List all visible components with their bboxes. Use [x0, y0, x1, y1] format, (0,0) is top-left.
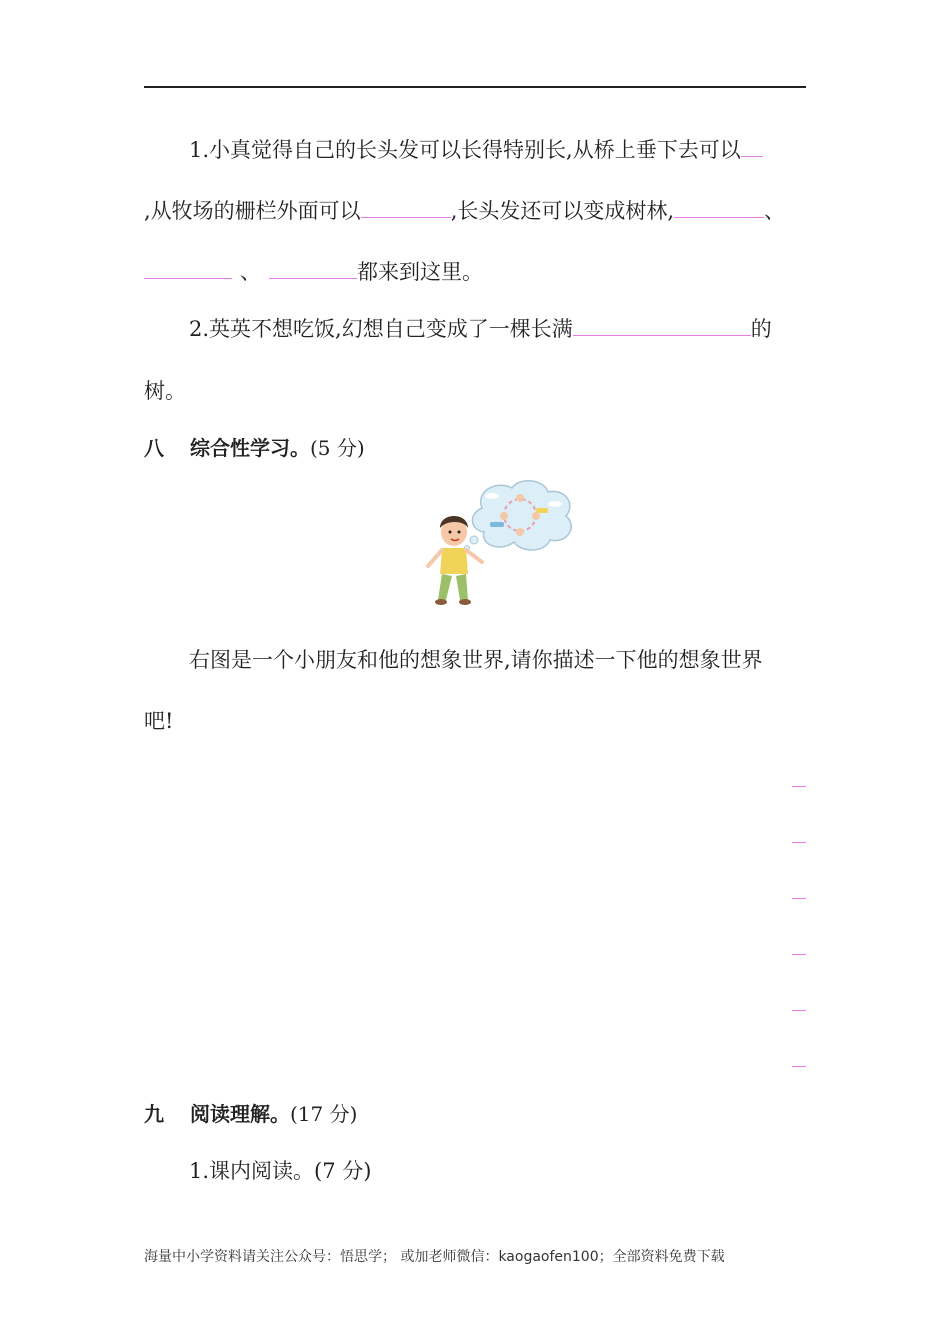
q2-line1: [189, 315, 772, 343]
q1-blank-4[interactable]: [144, 258, 232, 279]
section8-prompt-line1: [189, 646, 763, 674]
boy-imagining-illustration: [420, 478, 580, 608]
answer-line-3[interactable]: [792, 898, 806, 899]
section8-prompt-text-1: 右图是一个小朋友和他的想象世界,请你描述一下他的想象世界: [189, 648, 763, 672]
q1-text-4: 都来到这里。: [357, 260, 483, 284]
q2-text-1: 2.英英不想吃饭,幻想自己变成了一棵长满: [189, 317, 573, 341]
q1-text-2: ,从牧场的栅栏外面可以: [144, 199, 361, 223]
section8-prompt-line2: [144, 707, 173, 735]
q2-line2: [144, 377, 186, 405]
section9-title: 阅读理解。: [190, 1102, 290, 1126]
q1-blank-3[interactable]: [674, 197, 764, 218]
page-footer: 海量中小学资料请关注公众号：悟思学； 或加老师微信：kaogaofen100；全部资料免费下载: [144, 1249, 725, 1265]
section9-sub1-text: 1.课内阅读。(7 分): [189, 1159, 372, 1183]
answer-line-5[interactable]: [792, 1010, 806, 1011]
q1-sep-2: 、: [240, 260, 261, 284]
q1-blank-1[interactable]: [741, 136, 763, 157]
section8-title: 综合性学习。: [190, 436, 310, 460]
section8-number: 八: [144, 436, 164, 460]
section8-points: (5 分): [310, 436, 365, 460]
q1-text-3: ,长头发还可以变成树林,: [450, 199, 675, 223]
answer-line-2[interactable]: [792, 842, 806, 843]
section9-heading: [144, 1100, 357, 1128]
answer-line-4[interactable]: [792, 954, 806, 955]
q2-text-3: 树。: [144, 379, 186, 403]
q2-text-2: 的: [750, 317, 772, 341]
q1-blank-5[interactable]: [269, 258, 357, 279]
section9-sub1: [189, 1157, 371, 1185]
boy-figure: [428, 516, 482, 605]
q1-line1: [189, 136, 763, 164]
top-rule: [144, 86, 806, 88]
q1-text-1: 1.小真觉得自己的长头发可以长得特别长,从桥上垂下去可以: [189, 138, 741, 162]
thought-cloud: [465, 481, 572, 551]
section8-heading: [144, 434, 365, 462]
answer-line-6[interactable]: [792, 1066, 806, 1067]
q1-line2: [144, 197, 785, 225]
section9-points: (17 分): [290, 1102, 358, 1126]
q1-blank-2[interactable]: [361, 197, 451, 218]
q2-blank-1[interactable]: [573, 315, 751, 336]
section8-prompt-text-2: 吧!: [144, 709, 174, 733]
section9-number: 九: [144, 1102, 164, 1126]
q1-sep-1: 、: [764, 199, 786, 223]
q1-line3: [144, 258, 483, 286]
answer-line-1[interactable]: [792, 786, 806, 787]
